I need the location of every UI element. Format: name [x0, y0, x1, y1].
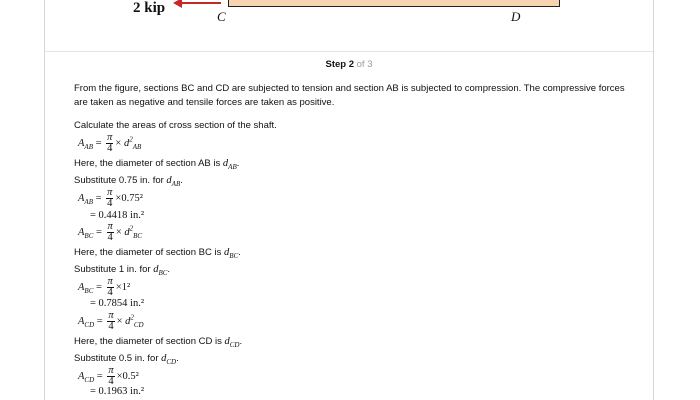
denominator: 4 [108, 376, 114, 387]
calc-paragraph: Calculate the areas of cross section of the shaft. [74, 120, 277, 131]
here-bc-line: Here, the diameter of section BC is $d_{BC}$. [74, 247, 241, 261]
denominator: 4 [107, 198, 113, 209]
pi-symbol: π [108, 310, 114, 321]
value-bc: ×1² [115, 281, 131, 293]
substitute-ab-line: Substitute 0.75 in. for $d_{AB}$. [74, 175, 183, 189]
result-area-cd: = 0.1963 in.² [90, 386, 144, 397]
denominator: 4 [107, 232, 113, 243]
result-area-bc: = 0.7854 in.² [90, 298, 144, 309]
point-d-label: D [511, 9, 521, 24]
substitute-bc-text: Substitute 1 in. for [74, 264, 151, 275]
solution-card [44, 0, 654, 400]
formula-area-ab: $A_{AB}$ = $\frac{\pi}{4}$ × $d^2_{AB}$ [78, 132, 142, 154]
here-ab-text: Here, the diameter of section AB is [74, 158, 221, 169]
substitute-bc-line: Substitute 1 in. for $d_{BC}$. [74, 264, 171, 278]
point-c-label: C [217, 9, 226, 24]
substitute-cd-text: Substitute 0.5 in. for [74, 353, 159, 364]
formula-area-bc: $A_{BC}$ = $\frac{\pi}{4}$ × $d^2_{BC}$ [78, 221, 143, 243]
substitute-cd-line: Substitute 0.5 in. for $d_{CD}$. [74, 353, 179, 367]
substitute-ab-text: Substitute 0.75 in. for [74, 175, 164, 186]
denominator: 4 [108, 321, 114, 332]
pi-symbol: π [107, 221, 113, 232]
step-of: of 3 [356, 59, 373, 70]
denominator: 4 [107, 287, 113, 298]
pi-symbol: π [108, 365, 114, 376]
force-label: 2 kip [133, 0, 166, 16]
force-arrow-icon [181, 2, 221, 4]
divider [45, 51, 653, 52]
here-cd-line: Here, the diameter of section CD is $d_{CD}$. [74, 336, 243, 350]
here-bc-text: Here, the diameter of section BC is [74, 247, 222, 258]
denominator: 4 [107, 143, 113, 154]
pi-symbol: π [107, 187, 113, 198]
calc-area-ab: $A_{AB}$ = $\frac{\pi}{4}$ ×0.75² [78, 187, 143, 209]
step-label: Step 2 [325, 59, 354, 70]
shaft-segment-cd [228, 0, 560, 7]
formula-area-cd: $A_{CD}$ = $\frac{\pi}{4}$ × $d^2_{CD}$ [78, 310, 144, 332]
shaft-figure [45, 0, 653, 36]
pi-symbol: π [107, 276, 113, 287]
step-header [45, 59, 653, 70]
result-area-ab: = 0.4418 in.² [90, 210, 144, 221]
here-cd-text: Here, the diameter of section CD is [74, 336, 222, 347]
here-ab-line: Here, the diameter of section AB is $d_{AB}$. [74, 158, 240, 172]
calc-area-cd: $A_{CD}$ = $\frac{\pi}{4}$ ×0.5² [78, 365, 139, 387]
calc-area-bc: $A_{BC}$ = $\frac{\pi}{4}$ ×1² [78, 276, 131, 298]
value-cd: ×0.5² [116, 370, 139, 382]
pi-symbol: π [107, 132, 113, 143]
intro-paragraph: From the figure, sections BC and CD are subjected to tension and section AB is subjected to compression. The compressive forces are taken as negative and tensile forces are taken as positive. [74, 83, 625, 108]
value-ab: ×0.75² [115, 192, 143, 204]
